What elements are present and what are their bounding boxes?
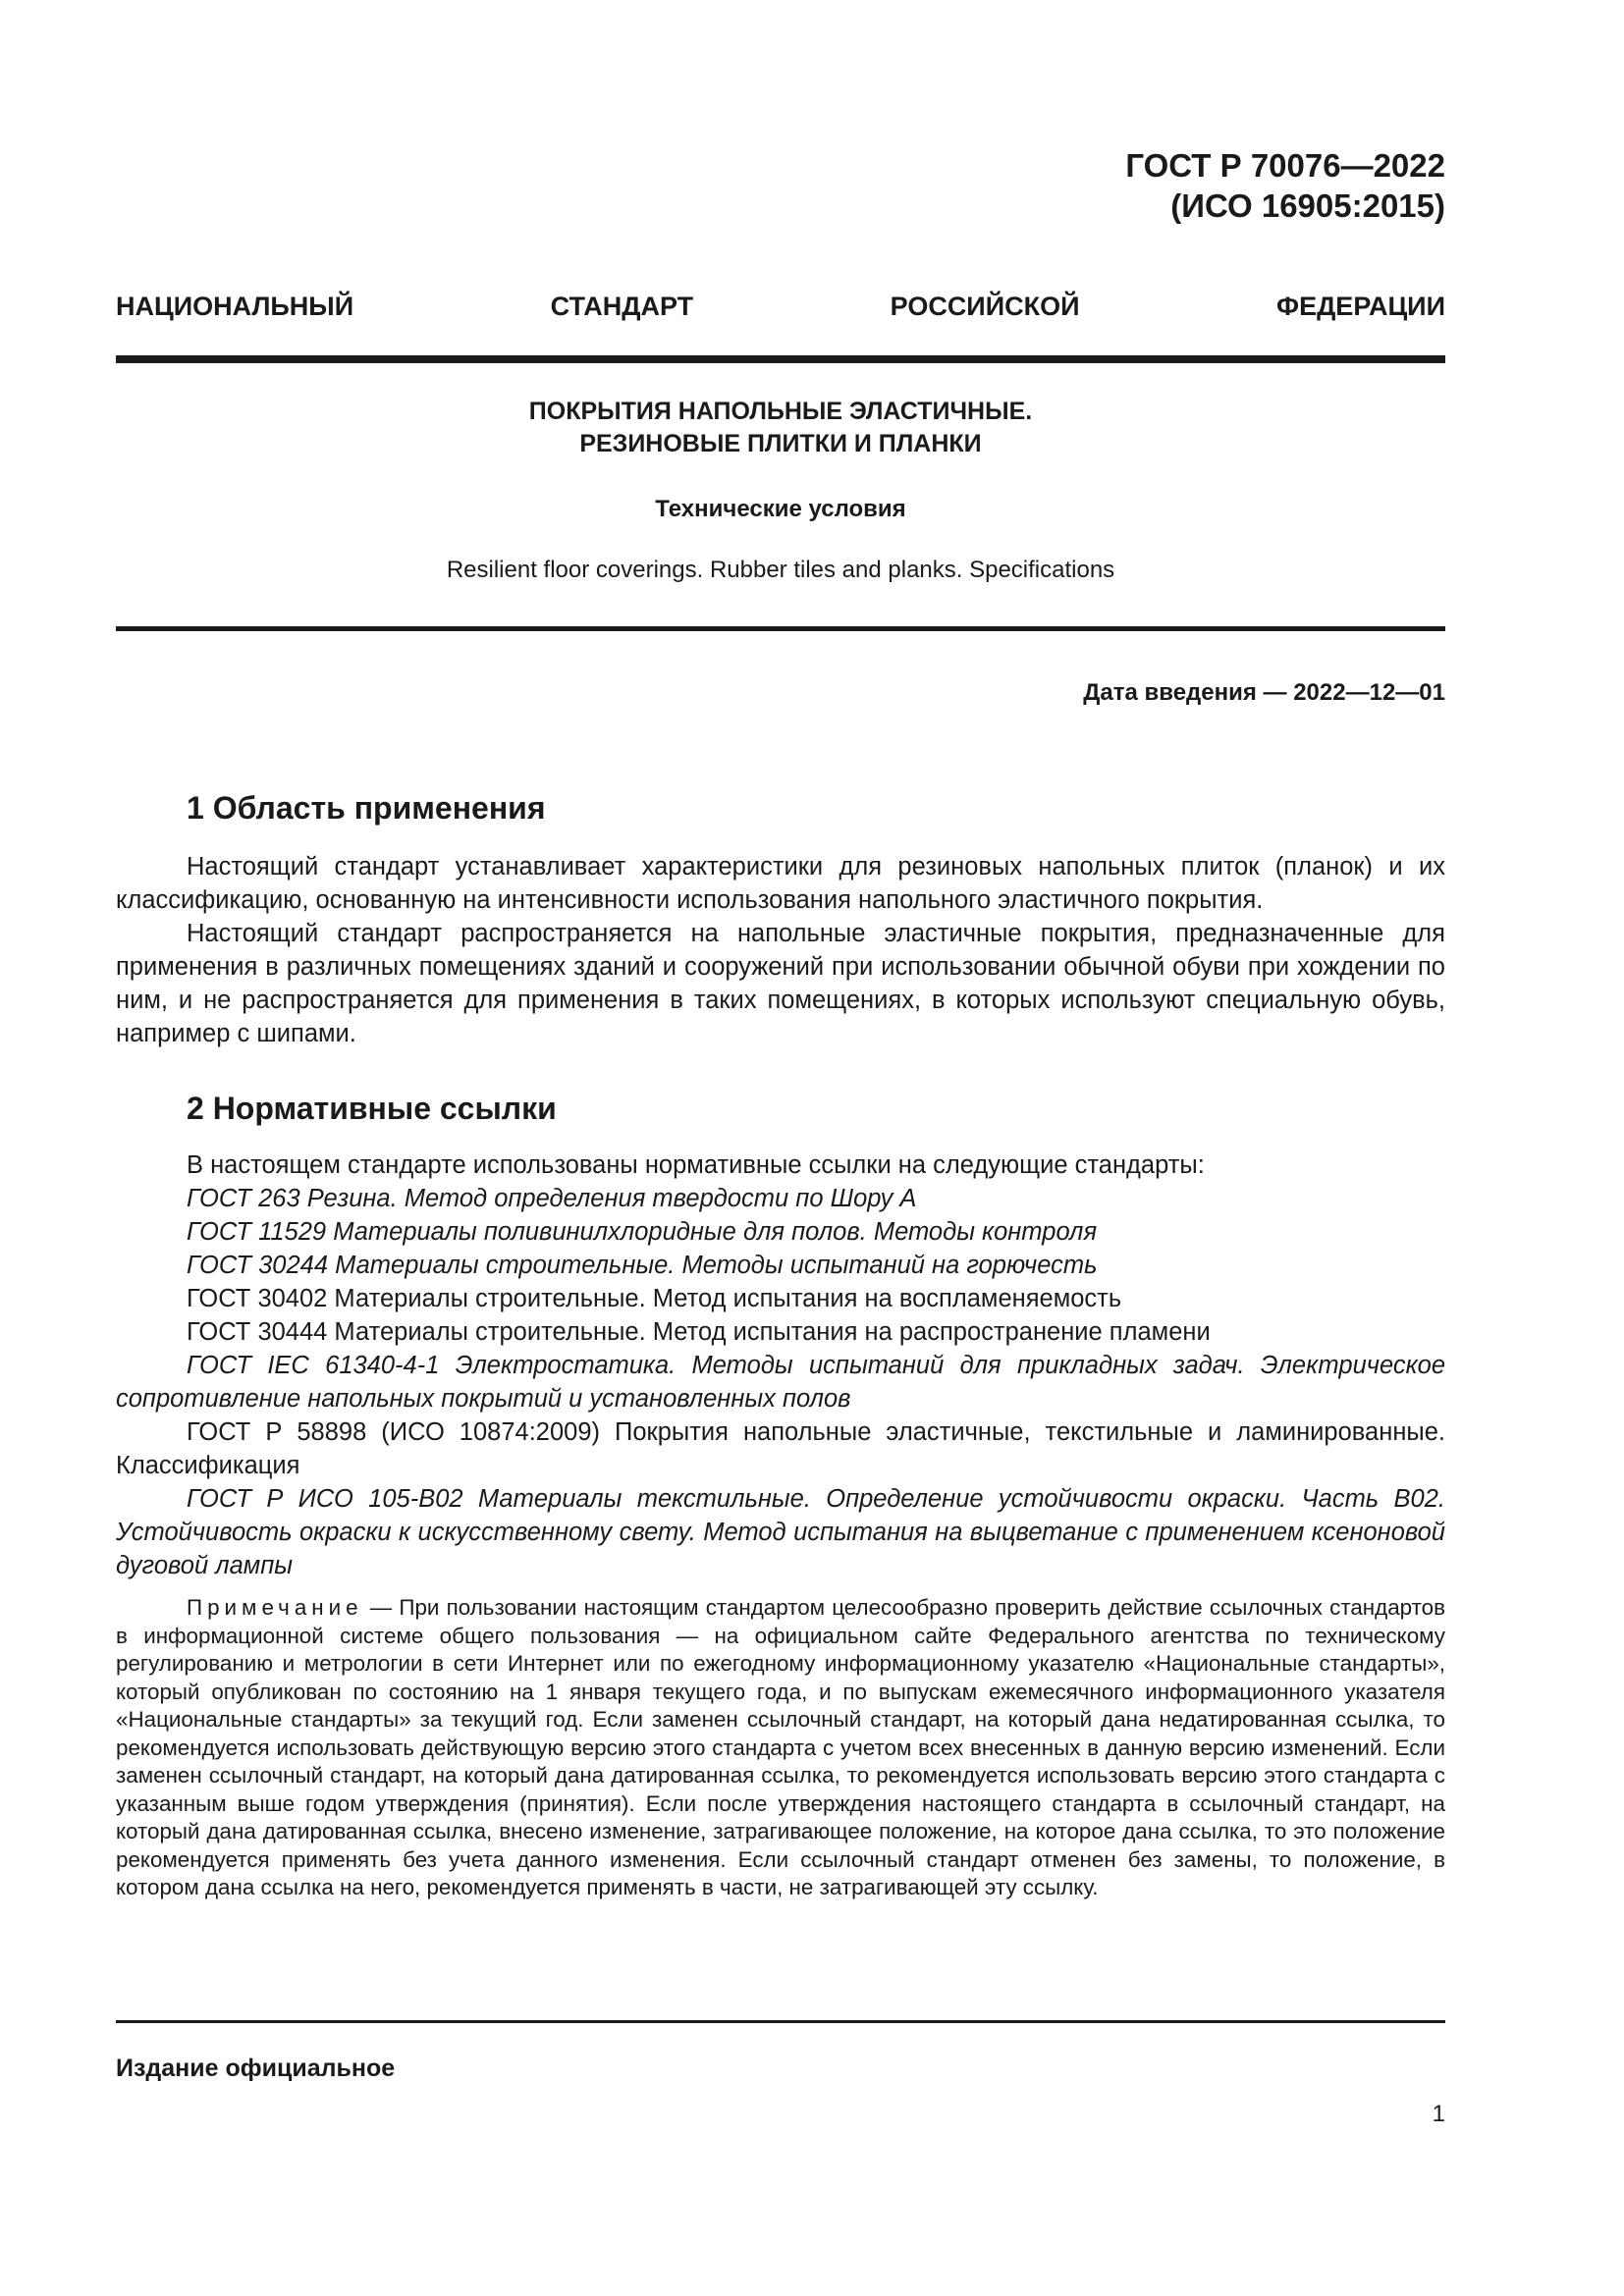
title-line-1: ПОКРЫТИЯ НАПОЛЬНЫЕ ЭЛАСТИЧНЫЕ. bbox=[528, 398, 1033, 425]
reference-item: ГОСТ 11529 Материалы поливинилхлоридные для полов. Методы контроля bbox=[187, 1218, 1098, 1246]
footer-rule bbox=[116, 2020, 1445, 2023]
reference-item: ГОСТ 30244 Материалы строительные. Методы испытаний на горючесть bbox=[187, 1252, 1098, 1279]
normative-references bbox=[116, 1148, 1445, 1582]
gost-number: ГОСТ Р 70076—2022 bbox=[1125, 147, 1445, 184]
introduction-date: Дата введения — 2022—12—01 bbox=[1083, 679, 1445, 706]
reference-item: ГОСТ 263 Резина. Метод определения твердости по Шору А bbox=[187, 1185, 917, 1212]
reference-item: ГОСТ 30402 Материалы строительные. Метод испытания на воспламеняемость bbox=[187, 1285, 1122, 1312]
section-1-heading: 1 Область применения bbox=[187, 790, 546, 826]
iso-number: (ИСО 16905:2015) bbox=[1170, 187, 1445, 224]
page-number: 1 bbox=[1432, 2101, 1445, 2127]
reference-item: ГОСТ IEC 61340-4-1 Электростатика. Методы испытаний для прикладных задач. Электрическое сопротивление напольных покрытий и установленных полов bbox=[116, 1352, 1445, 1413]
reference-item: ГОСТ Р 58898 (ИСО 10874:2009) Покрытия напольные эластичные, текстильные и ламинированные. Классификация bbox=[116, 1418, 1445, 1479]
standard-designation bbox=[1125, 145, 1445, 226]
section-1-paragraph: Настоящий стандарт устанавливает характеристики для резиновых напольных плиток (планок) и их классификацию, основанную на интенсивности использования напольного эластичного покрытия. bbox=[116, 853, 1445, 914]
title-line-2: РЕЗИНОВЫЕ ПЛИТКИ И ПЛАНКИ bbox=[579, 430, 982, 457]
english-title: Resilient floor coverings. Rubber tiles and planks. Specifications bbox=[446, 557, 1115, 583]
document-title bbox=[116, 396, 1445, 460]
document-subtitle: Технические условия bbox=[655, 496, 906, 522]
national-standard-banner: НАЦИОНАЛЬНЫЙ СТАНДАРТ РОССИЙСКОЙ ФЕДЕРАЦИИ bbox=[116, 292, 1445, 321]
section-2-heading: 2 Нормативные ссылки bbox=[187, 1091, 557, 1126]
references-intro: В настоящем стандарте использованы нормативные ссылки на следующие стандарты: bbox=[187, 1151, 1205, 1179]
reference-item: ГОСТ 30444 Материалы строительные. Метод испытания на распространение пламени bbox=[187, 1318, 1211, 1346]
section-1-body bbox=[116, 850, 1445, 1050]
official-edition-label: Издание официальное bbox=[116, 2055, 396, 2082]
note-label: Примечание bbox=[187, 1595, 363, 1620]
note-text: — При пользовании настоящим стандартом целесообразно проверить действие ссылочных стандартов в информационной системе общего пользования — на официальном сайте Федерального агентства по техническому регулированию и метрологии в сети Интернет или по ежегодному информационному указателю «Национальные стандарты», который опубликован по состоянию на 1 января текущего года, и по выпускам ежемесячного информационного указателя «Национальные стандарты» за текущий год. Если заменен ссылочный стандарт, на который дана недатированная ссылка, то рекомендуется использовать действующую версию этого стандарта с учетом всех внесенных в данную версию изменений. Если заменен ссылочный стандарт, на который дана датированная ссылка, то рекомендуется использовать версию этого стандарта с указанным выше годом утверждения (принятия). Если после утверждения настоящего стандарта в ссылочный стандарт, на который дана датированная ссылка, внесено изменение, затрагивающее положение, на которое дана ссылка, то это положение рекомендуется применять без учета данного изменения. Если ссылочный стандарт отменен без замены, то положение, в котором дана ссылка на него, рекомендуется применять в части, не затрагивающей эту ссылку. bbox=[116, 1595, 1445, 1899]
top-thick-rule bbox=[116, 355, 1445, 363]
reference-item: ГОСТ Р ИСО 105-В02 Материалы текстильные. Определение устойчивости окраски. Часть В02. Устойчивость окраски к искусственному свету. Метод испытания на выцветание с применением ксеноновой дуговой лампы bbox=[116, 1485, 1445, 1579]
section-1-paragraph: Настоящий стандарт распространяется на напольные эластичные покрытия, предназначенные для применения в различных помещениях зданий и сооружений при использовании обычной обуви при хождении по ним, и не распространяется для применения в таких помещениях, в которых используют специальную обувь, например с шипами. bbox=[116, 920, 1445, 1047]
title-bottom-rule bbox=[116, 626, 1445, 631]
references-note bbox=[116, 1594, 1445, 1902]
